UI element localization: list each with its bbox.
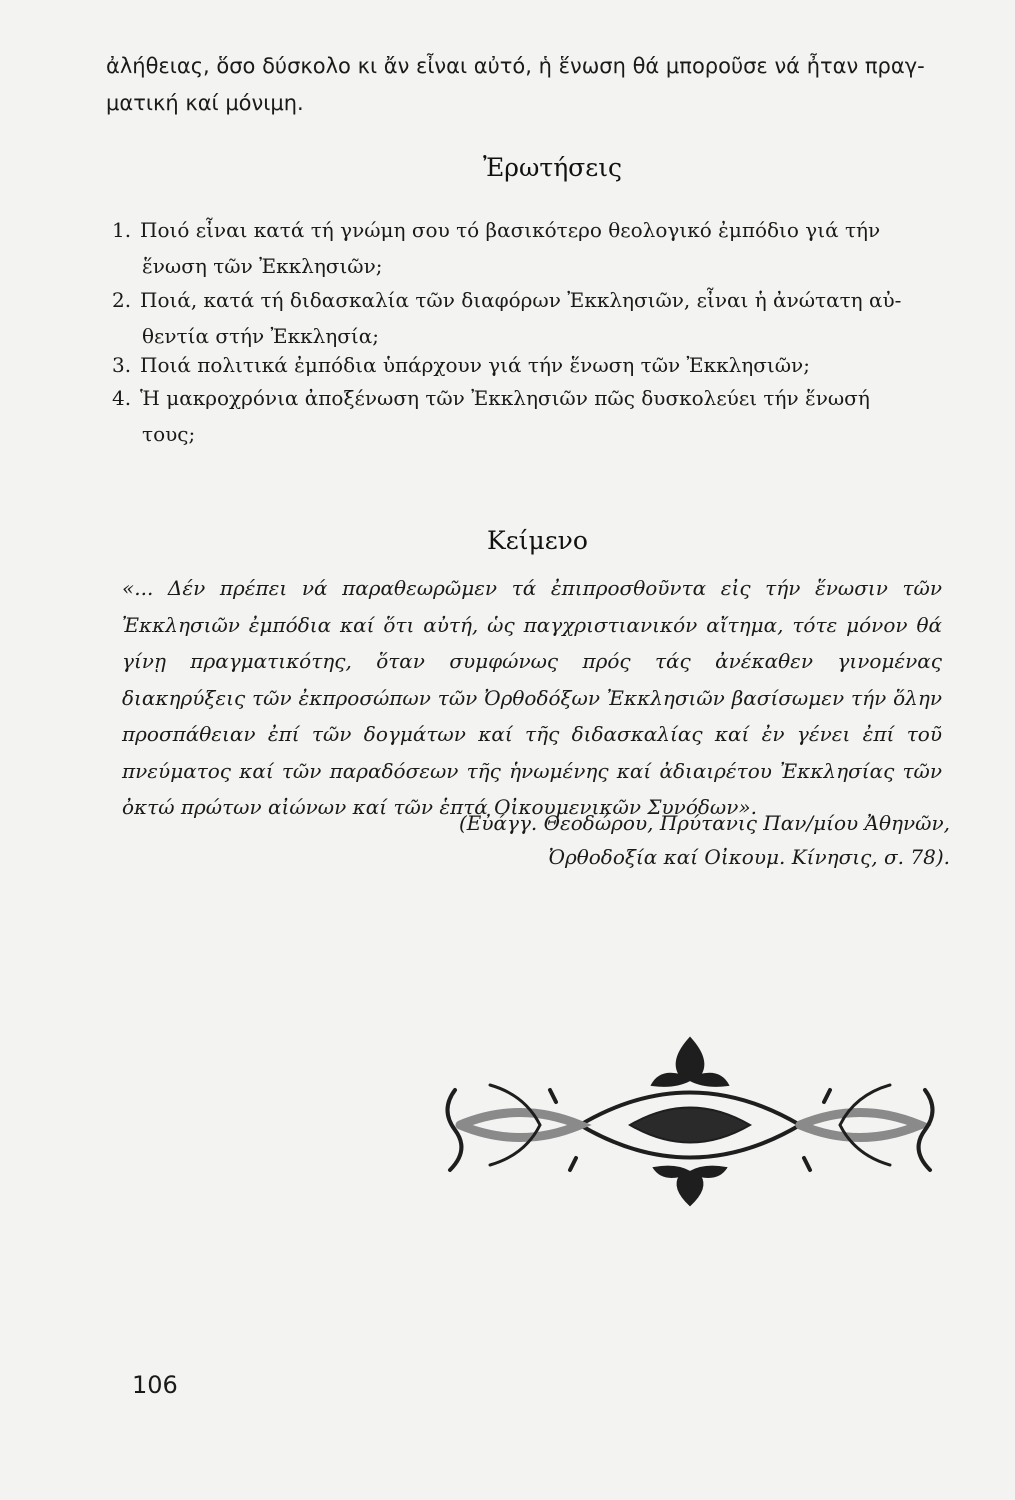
citation <box>420 806 950 874</box>
question-item <box>112 380 942 452</box>
intro-line-1: ἀλήθειας, ὅσο δύσκολο κι ἄν εἶναι αὐτό, ἡ ἕνωση θά μποροῦσε νά ἦταν πραγ- <box>106 54 925 78</box>
questions-heading: Ἐρωτήσεις <box>482 153 623 182</box>
page-number: 106 <box>132 1371 178 1399</box>
citation-line-1: (Εὐάγγ. Θεοδώρου, Πρύτανις Παν/μίου Ἀθηνῶν, <box>458 811 950 835</box>
question-text-cont: ἕνωση τῶν Ἐκκλησιῶν; <box>142 254 383 278</box>
question-number: 1. <box>112 218 132 242</box>
question-number: 2. <box>112 288 132 312</box>
citation-line-2: Ὀρθοδοξία καί Οἰκουμ. Κίνησις, σ. 78). <box>548 845 950 869</box>
question-text: Ἡ μακροχρόνια ἀποξένωση τῶν Ἐκκλησιῶν πῶς δυσκολεύει τήν ἕνωσή <box>140 386 870 410</box>
question-text: Ποιά πολιτικά ἐμπόδια ὑπάρχουν γιά τήν ἕνωση τῶν Ἐκκλησιῶν; <box>140 353 810 377</box>
question-number: 3. <box>112 353 132 377</box>
question-item <box>112 347 942 383</box>
quoted-passage: «... Δέν πρέπει νά παραθεωρῶμεν τά ἐπιπροσθοῦντα εἰς τήν ἕνωσιν τῶν Ἐκκλησιῶν ἐμπόδια καί ὅτι αὐτή, ὡς παγχριστιανικόν αἴτημα, τότε μόνον θά γίνῃ πραγματικότης, ὅταν συμφώνως πρός τάς ἀνέκαθεν γινομένας διακηρύξεις τῶν ἐκπροσώπων τῶν Ὀρθοδόξων Ἐκκλησιῶν βασίσωμεν τήν ὅλην προσπάθειαν ἐπί τῶν δογμάτων καί τῆς διδασκαλίας καί ἐν γένει ἐπί τοῦ πνεύματος καί τῶν παραδόσεων τῆς ἡνωμένης καί ἀδιαιρέτου Ἐκκλησίας τῶν ὀκτώ πρώτων αἰώνων καί τῶν ἑπτά Οἰκουμενικῶν Συνόδων». <box>122 576 942 819</box>
question-text-cont: τους; <box>142 422 196 446</box>
intro-paragraph <box>106 48 946 122</box>
question-text-cont: θεντία στήν Ἐκκλησία; <box>142 324 380 348</box>
question-text: Ποιό εἶναι κατά τή γνώμη σου τό βασικότερο θεολογικό ἐμπόδιο γιά τήν <box>140 218 881 242</box>
question-item <box>112 282 942 354</box>
intro-line-2: ματική καί μόνιμη. <box>106 91 304 115</box>
decorative-ornament-icon <box>430 1030 950 1210</box>
question-item <box>112 212 942 284</box>
question-number: 4. <box>112 386 132 410</box>
text-heading: Κείμενο <box>487 526 588 555</box>
question-text: Ποιά, κατά τή διδασκαλία τῶν διαφόρων Ἐκκλησιῶν, εἶναι ἡ ἀνώτατη αὐ- <box>140 288 902 312</box>
